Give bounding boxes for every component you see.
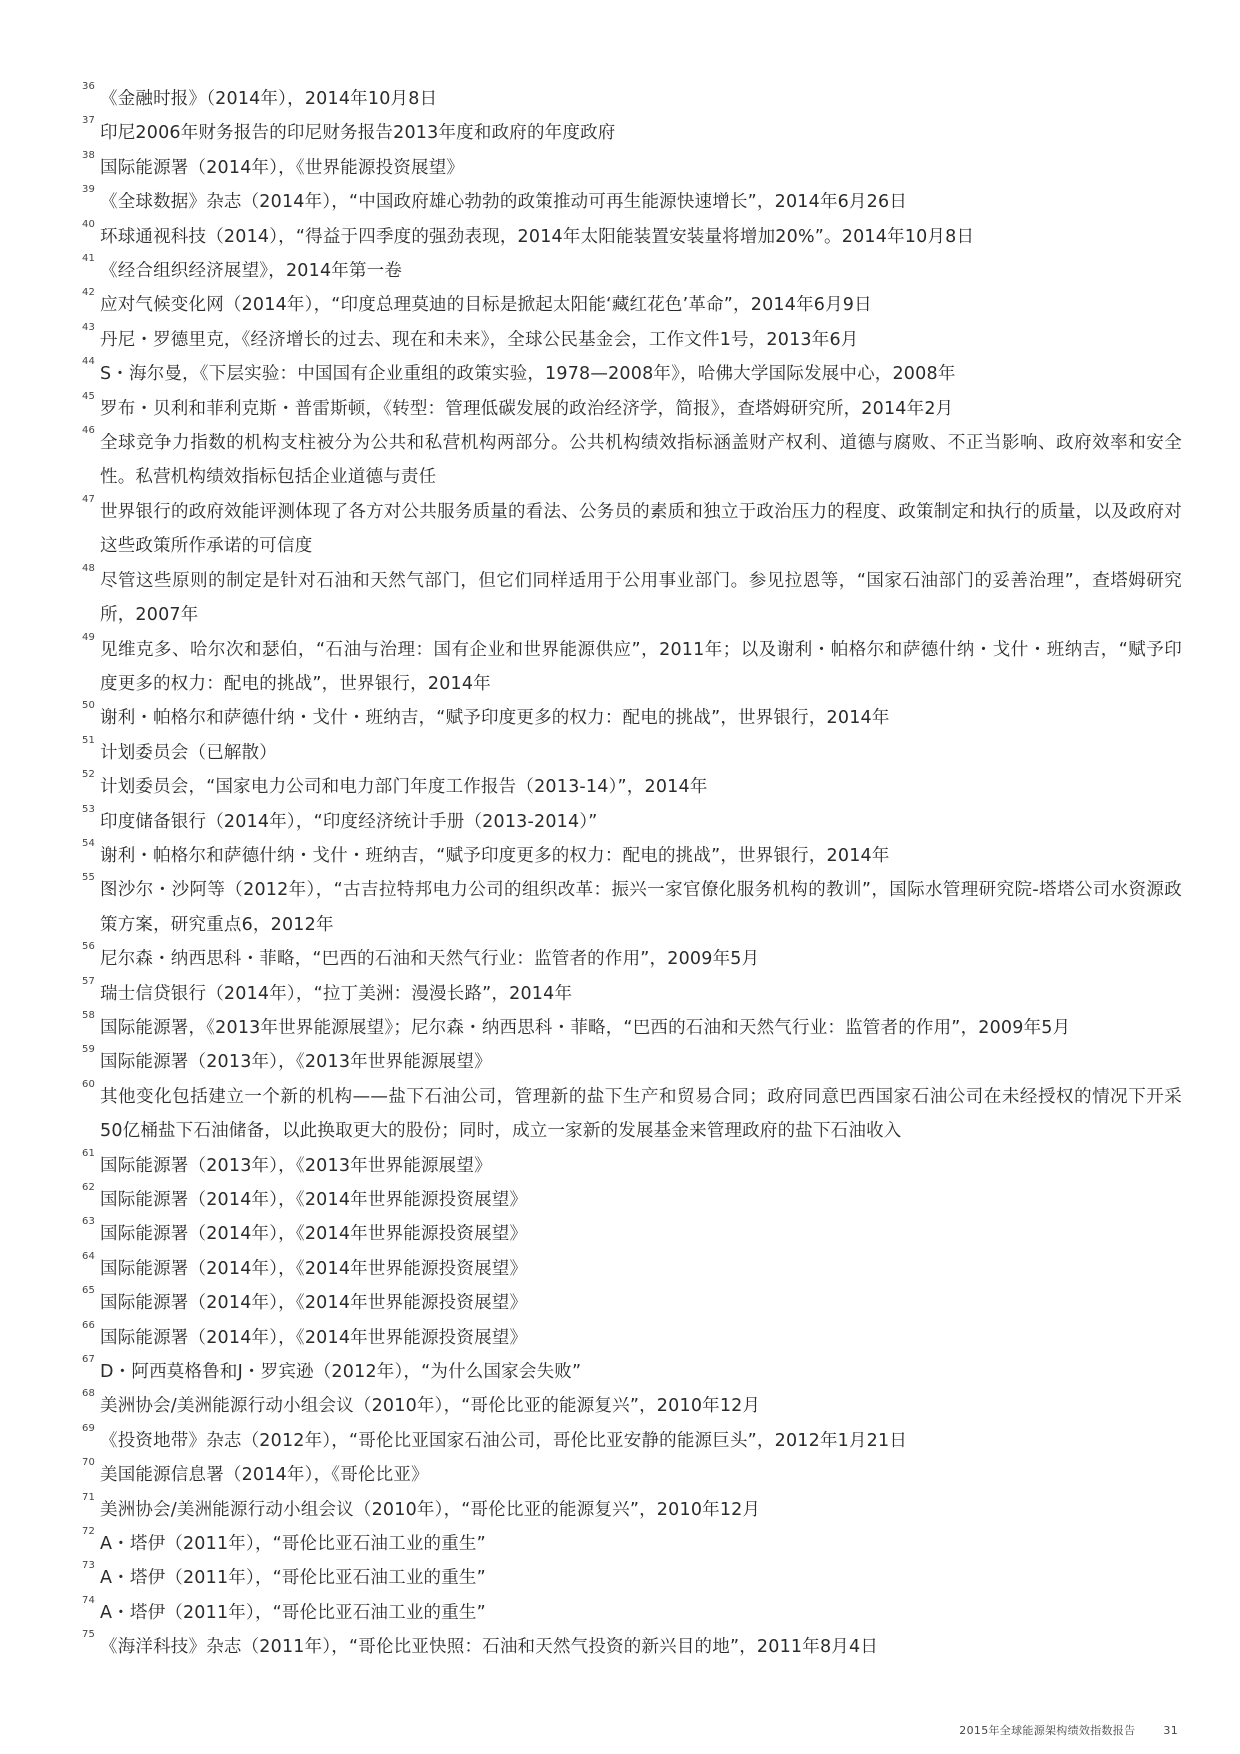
footnote bbox=[82, 1045, 1182, 1079]
footnote-text: 国际能源署（2014年），《2014年世界能源投资展望》 bbox=[100, 1327, 528, 1348]
footnote-number: 50 bbox=[82, 701, 96, 712]
footnote-number: 65 bbox=[82, 1286, 96, 1297]
footnote-text: 瑞士信贷银行（2014年），“拉丁美洲：漫漫长路”，2014年 bbox=[100, 983, 573, 1004]
footnote-number: 41 bbox=[82, 254, 96, 265]
footnote-number: 43 bbox=[82, 322, 96, 333]
footnote bbox=[82, 116, 1182, 150]
footnote-number: 67 bbox=[82, 1355, 96, 1366]
footnote-text: D・阿西莫格鲁和J・罗宾逊（2012年），“为什么国家会失败” bbox=[100, 1362, 582, 1383]
footnote-number: 59 bbox=[82, 1045, 96, 1056]
footnote-number: 49 bbox=[82, 632, 96, 643]
footnote-number: 63 bbox=[82, 1217, 96, 1228]
footnote-text: 国际能源署（2013年），《2013年世界能源展望》 bbox=[100, 1155, 492, 1176]
footnote-text: 《经合组织经济展望》，2014年第一卷 bbox=[100, 261, 403, 282]
footnote bbox=[82, 770, 1182, 804]
footnote-number: 40 bbox=[82, 219, 96, 230]
footnote bbox=[82, 392, 1182, 426]
footnote-number: 69 bbox=[82, 1423, 96, 1434]
footnote bbox=[82, 839, 1182, 873]
footnote bbox=[82, 288, 1182, 322]
footer-report-title: 2015年全球能源架构绩效指数报告 bbox=[959, 1724, 1136, 1737]
footnote-text: 见维克多、哈尔次和瑟伯，“石油与治理：国有企业和世界能源供应”，2011年；以及谢利・帕格尔和萨德什纳・戈什・班纳吉，“赋予印度更多的权力：配电的挑战”，世界银行，2014年 bbox=[100, 639, 1182, 694]
footnote bbox=[82, 254, 1182, 288]
footnote-number: 58 bbox=[82, 1010, 96, 1021]
footnote bbox=[82, 564, 1182, 633]
footnote bbox=[82, 1183, 1182, 1217]
footnote-text: 印度储备银行（2014年），“印度经济统计手册（2013-2014）” bbox=[100, 811, 598, 832]
footnote bbox=[82, 1527, 1182, 1561]
footnote-text: A・塔伊（2011年），“哥伦比亚石油工业的重生” bbox=[100, 1602, 486, 1623]
footnote-text: 尼尔森・纳西思科・菲略，“巴西的石油和天然气行业：监管者的作用”，2009年5月 bbox=[100, 949, 760, 970]
footnote-text: 《海洋科技》杂志（2011年），“哥伦比亚快照：石油和天然气投资的新兴目的地”，2011年8月4日 bbox=[100, 1637, 879, 1658]
footnote-text: 国际能源署（2014年），《世界能源投资展望》 bbox=[100, 157, 465, 178]
footnote bbox=[82, 1389, 1182, 1423]
footnote-number: 47 bbox=[82, 494, 96, 505]
footnote-text: 罗布・贝利和菲利克斯・普雷斯顿，《转型：管理低碳发展的政治经济学，简报》，查塔姆研究所，2014年2月 bbox=[100, 398, 954, 419]
footnote-text: 美洲协会/美洲能源行动小组会议（2010年），“哥伦比亚的能源复兴”，2010年12月 bbox=[100, 1396, 761, 1417]
footnote-number: 57 bbox=[82, 976, 96, 987]
footnote-number: 56 bbox=[82, 942, 96, 953]
footnote-text: S・海尔曼，《下层实验：中国国有企业重组的政策实验，1978—2008年》，哈佛大学国际发展中心，2008年 bbox=[100, 364, 956, 385]
footnote-text: 美洲协会/美洲能源行动小组会议（2010年），“哥伦比亚的能源复兴”，2010年12月 bbox=[100, 1499, 761, 1520]
footnote-number: 48 bbox=[82, 563, 96, 574]
footnote-number: 44 bbox=[82, 357, 96, 368]
footnote bbox=[82, 1424, 1182, 1458]
footnote bbox=[82, 1286, 1182, 1320]
footnote-text: 计划委员会（已解散） bbox=[100, 742, 277, 763]
footnote-number: 71 bbox=[82, 1492, 96, 1503]
footnote bbox=[82, 151, 1182, 185]
footnote-number: 68 bbox=[82, 1389, 96, 1400]
footnote-text: 印尼2006年财务报告的印尼财务报告2013年度和政府的年度政府 bbox=[100, 123, 616, 144]
footnote-number: 70 bbox=[82, 1458, 96, 1469]
footnote-text: 国际能源署（2014年），《2014年世界能源投资展望》 bbox=[100, 1258, 528, 1279]
footnote-text: 国际能源署，《2013年世界能源展望》；尼尔森・纳西思科・菲略，“巴西的石油和天然气行业：监管者的作用”，2009年5月 bbox=[100, 1017, 1071, 1038]
footnote-number: 74 bbox=[82, 1595, 96, 1606]
footnote-number: 66 bbox=[82, 1320, 96, 1331]
footnote-number: 64 bbox=[82, 1251, 96, 1262]
footnote-text: 尽管这些原则的制定是针对石油和天然气部门，但它们同样适用于公用事业部门。参见拉恩等，“国家石油部门的妥善治理”，查塔姆研究所，2007年 bbox=[100, 570, 1182, 626]
footnote-number: 42 bbox=[82, 288, 96, 299]
footnote-text: 全球竞争力指数的机构支柱被分为公共和私营机构两部分。公共机构绩效指标涵盖财产权利、道德与腐败、不正当影响、政府效率和安全性。私营机构绩效指标包括企业道德与责任 bbox=[100, 433, 1182, 488]
footnote-text: 《投资地带》杂志（2012年），“哥伦比亚国家石油公司，哥伦比亚安静的能源巨头”，2012年1月21日 bbox=[100, 1430, 908, 1451]
footnote-text: A・塔伊（2011年），“哥伦比亚石油工业的重生” bbox=[100, 1534, 486, 1555]
footnote bbox=[82, 426, 1182, 495]
footnote-text: 国际能源署（2014年），《2014年世界能源投资展望》 bbox=[100, 1224, 528, 1245]
footnote-text: 环球通视科技（2014），“得益于四季度的强劲表现，2014年太阳能装置安装量将增加20%”。2014年10月8日 bbox=[100, 226, 975, 247]
footnote-number: 51 bbox=[82, 735, 96, 746]
footnote bbox=[82, 1149, 1182, 1183]
footnote bbox=[82, 323, 1182, 357]
footnote-text: 《金融时报》（2014年），2014年10月8日 bbox=[100, 89, 438, 109]
footnote bbox=[82, 220, 1182, 254]
footnote-number: 37 bbox=[82, 116, 96, 127]
footnote-text: 丹尼・罗德里克，《经济增长的过去、现在和未来》，全球公民基金会，工作文件1号，2013年6月 bbox=[100, 329, 859, 350]
footnote bbox=[82, 495, 1182, 564]
footnote-number: 36 bbox=[82, 82, 96, 92]
footnote-number: 75 bbox=[82, 1630, 96, 1641]
footnote bbox=[82, 736, 1182, 770]
page-footer bbox=[959, 1722, 1178, 1738]
footnote-number: 46 bbox=[82, 426, 96, 437]
footnote-text: 国际能源署（2014年），《2014年世界能源投资展望》 bbox=[100, 1190, 528, 1210]
footnote-text: 世界银行的政府效能评测体现了各方对公共服务质量的看法、公务员的素质和独立于政治压力的程度、政策制定和执行的质量，以及政府对这些政策所作承诺的可信度 bbox=[100, 501, 1182, 557]
footnote-text: 谢利・帕格尔和萨德什纳・戈什・班纳吉，“赋予印度更多的权力：配电的挑战”，世界银行，2014年 bbox=[100, 845, 890, 866]
footnote bbox=[82, 1217, 1182, 1251]
footnote bbox=[82, 805, 1182, 839]
footnote-text: 《全球数据》杂志（2014年），“中国政府雄心勃勃的政策推动可再生能源快速增长”，2014年6月26日 bbox=[100, 192, 908, 213]
footnote bbox=[82, 82, 1182, 116]
footnote-number: 73 bbox=[82, 1561, 96, 1572]
footnote bbox=[82, 357, 1182, 391]
footnote bbox=[82, 942, 1182, 976]
footnote bbox=[82, 1596, 1182, 1630]
footnote bbox=[82, 633, 1182, 702]
footnote bbox=[82, 1011, 1182, 1045]
footnote-number: 53 bbox=[82, 804, 96, 815]
footnote bbox=[82, 185, 1182, 219]
footnote-number: 55 bbox=[82, 873, 96, 884]
footnotes-list bbox=[82, 82, 1182, 1665]
footnote-text: 国际能源署（2014年），《2014年世界能源投资展望》 bbox=[100, 1293, 528, 1314]
footnote-text: 计划委员会，“国家电力公司和电力部门年度工作报告（2013-14）”，2014年 bbox=[100, 777, 708, 798]
footnote-number: 54 bbox=[82, 838, 96, 849]
footnote-text: 图沙尔・沙阿等（2012年），“古吉拉特邦电力公司的组织改革：振兴一家官僚化服务机构的教训”，国际水管理研究院-塔塔公司水资源政策方案，研究重点6，2012年 bbox=[100, 880, 1182, 935]
footnote-number: 72 bbox=[82, 1527, 96, 1538]
footnote-number: 62 bbox=[82, 1183, 96, 1193]
footnote bbox=[82, 701, 1182, 735]
footnote bbox=[82, 1458, 1182, 1492]
footnote-text: 应对气候变化网（2014年），“印度总理莫迪的目标是掀起太阳能‘藏红花色’革命”，2014年6月9日 bbox=[100, 295, 872, 316]
page-number: 31 bbox=[1163, 1724, 1178, 1737]
footnote bbox=[82, 1493, 1182, 1527]
footnote bbox=[82, 873, 1182, 942]
footnote-number: 39 bbox=[82, 185, 96, 196]
footnote-number: 60 bbox=[82, 1079, 96, 1090]
footnote bbox=[82, 977, 1182, 1011]
footnote bbox=[82, 1630, 1182, 1664]
footnote-number: 61 bbox=[82, 1148, 96, 1159]
footnote bbox=[82, 1561, 1182, 1595]
footnote bbox=[82, 1252, 1182, 1286]
footnote bbox=[82, 1080, 1182, 1149]
footnote-text: 美国能源信息署（2014年），《哥伦比亚》 bbox=[100, 1465, 429, 1486]
footnote-text: 国际能源署（2013年），《2013年世界能源展望》 bbox=[100, 1052, 492, 1073]
footnote-text: 谢利・帕格尔和萨德什纳・戈什・班纳吉，“赋予印度更多的权力：配电的挑战”，世界银行，2014年 bbox=[100, 708, 890, 729]
footnote-text: A・塔伊（2011年），“哥伦比亚石油工业的重生” bbox=[100, 1568, 486, 1589]
footnote-text: 其他变化包括建立一个新的机构——盐下石油公司，管理新的盐下生产和贸易合同；政府同意巴西国家石油公司在未经授权的情况下开采50亿桶盐下石油储备，以此换取更大的股份；同时，成立一家新的发展基金来管理政府的盐下石油收入 bbox=[100, 1086, 1182, 1142]
footnote-number: 45 bbox=[82, 391, 96, 402]
footnote bbox=[82, 1321, 1182, 1355]
footnote-number: 38 bbox=[82, 150, 96, 161]
footnote-number: 52 bbox=[82, 770, 96, 781]
footnote bbox=[82, 1355, 1182, 1389]
